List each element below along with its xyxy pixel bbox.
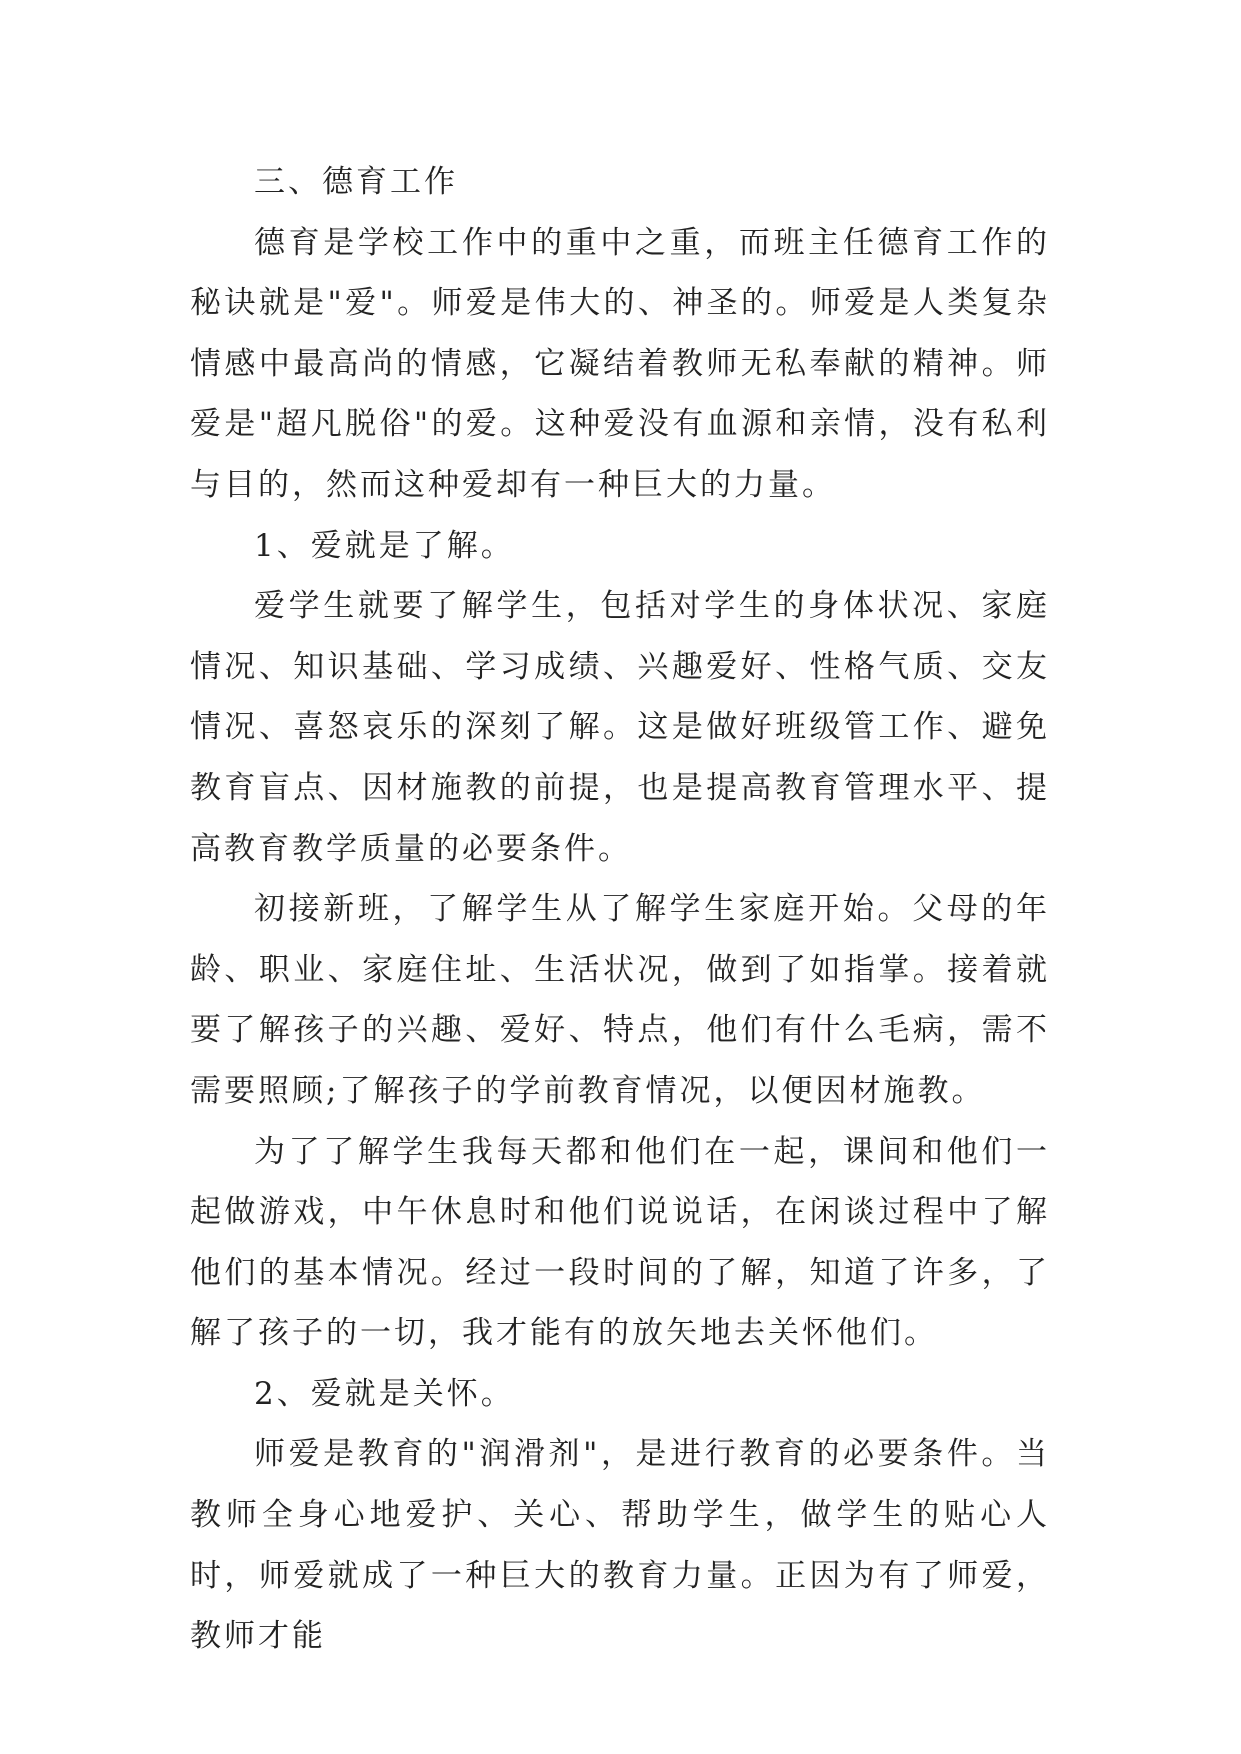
paragraph: 为了了解学生我每天都和他们在一起，课间和他们一起做游戏，中午休息时和他们说说话，在闲谈过程中了解他们的基本情况。经过一段时间的了解，知道了许多，了解了孩子的一切，我才能有的放矢地去关怀他们。 <box>190 1133 1050 1352</box>
paragraph: 初接新班，了解学生从了解学生家庭开始。父母的年龄、职业、家庭住址、生活状况，做到了如指掌。接着就要了解孩子的兴趣、爱好、特点，他们有什么毛病，需不需要照顾;了解孩子的学前教育情况，以便因材施教。 <box>190 891 1050 1109</box>
document-body <box>190 152 1050 1667</box>
section-heading: 三、德育工作 <box>254 164 458 200</box>
subsection-heading: 2、爱就是关怀。 <box>254 1375 515 1412</box>
subsection-heading: 1、爱就是了解。 <box>254 527 515 564</box>
paragraph: 德育是学校工作中的重中之重，而班主任德育工作的秘诀就是"爱"。师爱是伟大的、神圣的。师爱是人类复杂情感中最高尚的情感，它凝结着教师无私奉献的精神。师爱是"超凡脱俗"的爱。这种爱没有血源和亲情，没有私利与目的，然而这种爱却有一种巨大的力量。 <box>190 224 1050 503</box>
paragraph: 爱学生就要了解学生，包括对学生的身体状况、家庭情况、知识基础、学习成绩、兴趣爱好、性格气质、交友情况、喜怒哀乐的深刻了解。这是做好班级管工作、避免教育盲点、因材施教的前提，也是提高教育管理水平、提高教育教学质量的必要条件。 <box>190 588 1050 867</box>
paragraph: 师爱是教育的"润滑剂"，是进行教育的必要条件。当教师全身心地爱护、关心、帮助学生，做学生的贴心人时，师爱就成了一种巨大的教育力量。正因为有了师爱，教师才能 <box>190 1436 1050 1655</box>
